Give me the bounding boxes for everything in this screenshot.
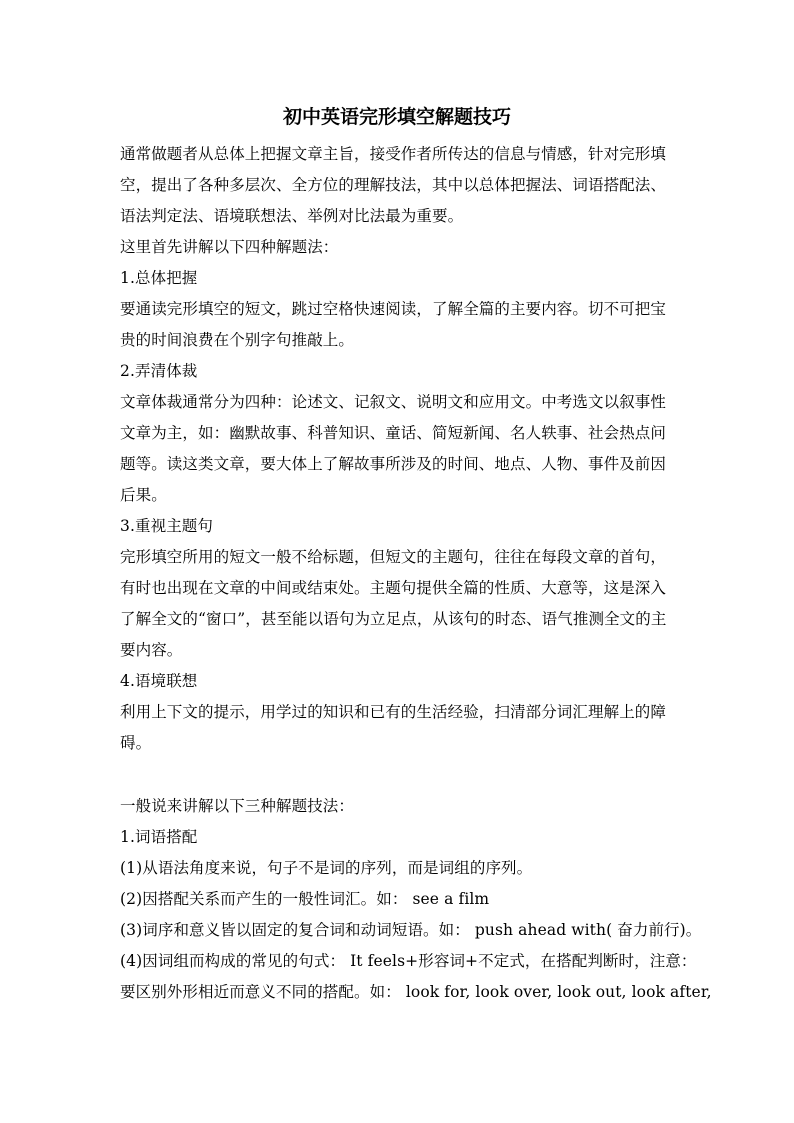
section-heading: 2.弄清体裁: [120, 362, 198, 380]
text-line: 题等。读这类文章，要大体上了解故事所涉及的时间、地点、人物、事件及前因: [120, 455, 667, 473]
text-line: (1)从语法角度来说，句子不是词的序列，而是词组的序列。: [120, 859, 533, 877]
text-line: (2)因搭配关系而产生的一般性词汇。如： see a film: [120, 890, 490, 908]
text-line: 通常做题者从总体上把握文章主旨，接受作者所传达的信息与情感，针对完形填: [120, 145, 667, 163]
page-title: 初中英语完形填空解题技巧: [282, 106, 511, 128]
text-line: 文章体裁通常分为四种：论述文、记叙文、说明文和应用文。中考选文以叙事性: [120, 393, 667, 411]
text-line: 碍。: [120, 734, 152, 752]
text-line: 要通读完形填空的短文，跳过空格快速阅读，了解全篇的主要内容。切不可把宝: [120, 300, 667, 318]
text-line: 语法判定法、语境联想法、举例对比法最为重要。: [120, 207, 464, 225]
text-line: 空，提出了各种多层次、全方位的理解技法，其中以总体把握法、词语搭配法、: [120, 176, 667, 194]
text-line: 这里首先讲解以下四种解题法：: [120, 238, 339, 256]
section-heading: 1.词语搭配: [120, 828, 198, 846]
text-line: 要内容。: [120, 641, 183, 659]
text-line: 贵的时间浪费在个别字句推敲上。: [120, 331, 355, 349]
section-heading: 1.总体把握: [120, 269, 198, 287]
section-heading: 3.重视主题句: [120, 517, 213, 535]
section-heading: 4.语境联想: [120, 672, 198, 690]
text-line: 完形填空所用的短文一般不给标题，但短文的主题句，往往在每段文章的首句，: [120, 548, 667, 566]
text-line: 文章为主，如：幽默故事、科普知识、童话、简短新闻、名人轶事、社会热点问: [120, 424, 667, 442]
text-line: (4)因词组而构成的常见的句式： It feels+形容词+不定式，在搭配判断时，注意：: [120, 952, 697, 970]
text-line: 要区别外形相近而意义不同的搭配。如： look for, look over, look out, look after,: [120, 983, 712, 1001]
text-line: (3)词序和意义皆以固定的复合词和动词短语。如： push ahead with( 奋力前行)。: [120, 921, 702, 939]
text-line: 了解全文的“窗口”，甚至能以语句为立足点，从该句的时态、语气推测全文的主: [120, 610, 667, 628]
text-line: 利用上下文的提示，用学过的知识和已有的生活经验，扫清部分词汇理解上的障: [120, 703, 667, 721]
text-line: 有时也出现在文章的中间或结束处。主题句提供全篇的性质、大意等，这是深入: [120, 579, 667, 597]
text-line: 一般说来讲解以下三种解题技法：: [120, 797, 355, 815]
text-line: 后果。: [120, 486, 167, 504]
